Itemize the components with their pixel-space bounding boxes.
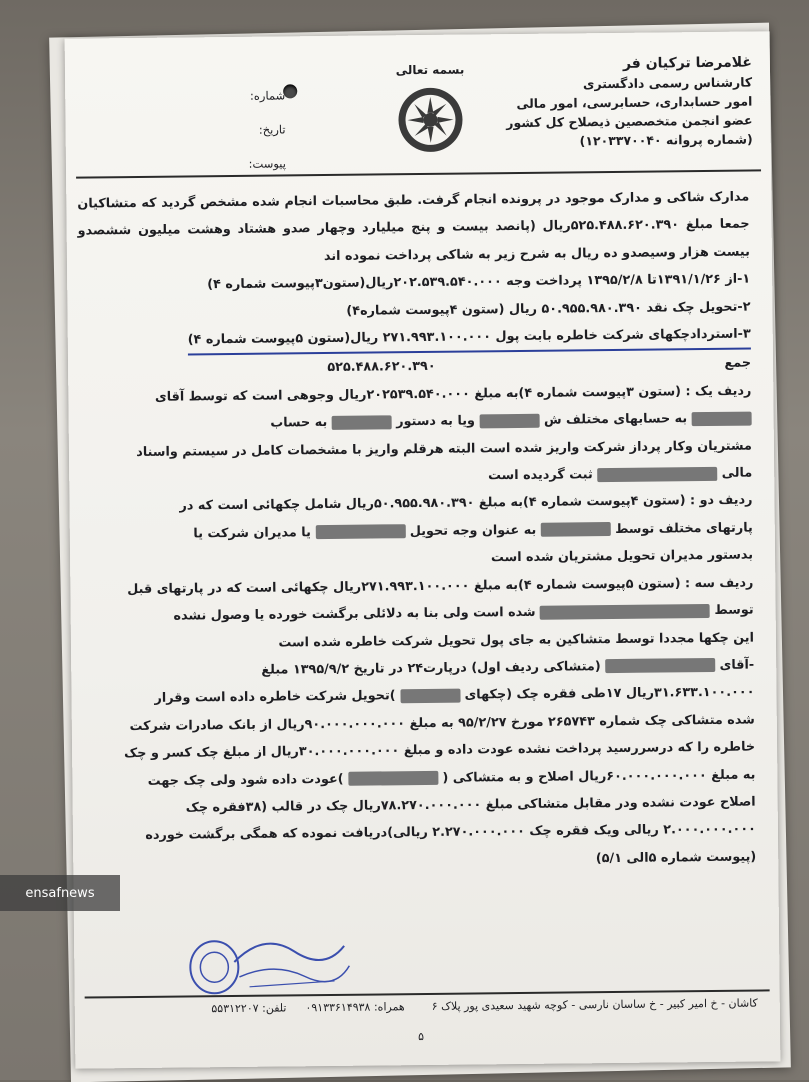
row-4-text-c: ۳۱.۶۳۳.۱۰۰.۰۰۰ریال ۱۷طی فقره چک (چکهای bbox=[464, 684, 755, 703]
row-4-text-h: )عودت داده شود ولی چک جهت bbox=[147, 771, 344, 789]
row-3-line-1: ردیف سه : (ستون ۵پیوست شماره ۴)به مبلغ ۲۷۱.۹۹۳.۱۰۰.۰۰۰ریال چکهائی است که در پارتهای قبل bbox=[127, 575, 754, 597]
author-specialty: امور حسابداری، حسابرسی، امور مالی bbox=[516, 93, 753, 111]
item-1: ۱-از ۱۳۹۱/۱/۲۶تا ۱۳۹۵/۲/۸ پرداخت وجه ۲۰۲.۵۳۹.۵۴۰.۰۰۰ریال(ستون۳پیوست شماره ۴) bbox=[207, 271, 751, 293]
row-4-line-7: ۲.۰۰۰.۰۰۰.۰۰۰ ریالی ویک فقره چک ۲.۲۷۰.۰۰۰.۰۰۰ ریالی)دریافت نموده که همگی برگشت خورده bbox=[145, 821, 757, 844]
redaction bbox=[605, 658, 715, 673]
row-3-line-3: این چکها مجددا توسط متشاکین به جای پول تحویل شرکت خاطره شده است bbox=[278, 630, 755, 651]
watermark-label: ensafnews bbox=[0, 875, 120, 911]
row-4-text-g: به مبلغ ۶۰.۰۰۰.۰۰۰.۰۰۰ریال اصلاح و به متشاکی ( bbox=[442, 767, 756, 786]
row-3-text-c: شده است ولی بنا به دلائلی برگشت خورده یا وصول نشده bbox=[173, 604, 536, 624]
row-1-text-d: به حساب bbox=[270, 415, 328, 431]
redaction bbox=[597, 466, 717, 481]
redaction bbox=[541, 522, 611, 537]
row-2-text-b: پارتهای مختلف توسط bbox=[615, 520, 753, 537]
bismillah: بسمه تعالی bbox=[395, 62, 465, 78]
total-label: جمع bbox=[724, 355, 752, 372]
letter-body bbox=[77, 184, 756, 878]
row-4-line-4: خاطره را که درسررسید پرداخت نشده عودت داده و مبلغ ۳۰.۰۰۰.۰۰۰.۰۰۰ریال از مبلغ چک کسر و چک bbox=[124, 739, 756, 762]
row-1-line-3: مشتریان وکار پرداز شرکت واریز شده است البته هرقلم واریز با مشخصات کامل در سیستم واسناد bbox=[136, 438, 753, 460]
item-2: ۲-تحویل چک نقد ۵۰.۹۵۵.۹۸۰.۳۹۰ ریال (ستون ۴پیوست شماره۴) bbox=[346, 299, 751, 319]
author-title: کارشناس رسمی دادگستری bbox=[582, 74, 753, 92]
date-field: تاریخ: bbox=[258, 122, 286, 137]
redaction bbox=[400, 688, 460, 703]
signature-stamp bbox=[154, 921, 355, 1003]
row-4-line-6: اصلاح عودت نشده ودر مقابل متشاکی مبلغ ۷۸.۲۷۰.۰۰۰.۰۰۰ریال چک در قالب (۳۸فقره چک bbox=[185, 794, 756, 816]
row-1-line-1: ردیف یک : (ستون ۳پیوست شماره ۴)به مبلغ ۲۰۲۵۳۹.۵۴۰.۰۰۰ریال وجوهی است که توسط آقای bbox=[154, 383, 752, 405]
document-page bbox=[65, 31, 781, 1068]
meta-fields bbox=[85, 78, 286, 182]
license-number: (شماره پروانه ۱۲۰۳۳۷۰۰۴۰) bbox=[579, 131, 753, 149]
row-4-text-b: (متشاکی ردیف اول) درپارت۲۴ در تاریخ ۱۳۹۵/۹/۲ مبلغ bbox=[261, 659, 601, 678]
row-4-text-a: -آقای bbox=[719, 657, 755, 673]
redaction bbox=[692, 411, 752, 426]
footer-phone: تلفن: ۵۵۳۱۲۲۰۷ bbox=[211, 1001, 287, 1016]
author-name: غلامرضا ترکیان فر bbox=[622, 54, 752, 72]
total-value: ۵۲۵.۴۸۸.۶۲۰.۳۹۰ bbox=[327, 359, 436, 376]
item-3: ۳-استردادچکهای شرکت خاطره بابت پول ۲۷۱.۹۹۳.۱۰۰.۰۰۰ ریال(ستون ۵پیوست شماره ۴) bbox=[188, 321, 751, 356]
row-1-text-c: ویا به دستور bbox=[396, 413, 476, 430]
row-1-text-g: ثبت گردیده است bbox=[487, 467, 593, 484]
page-number: ۵ bbox=[418, 1030, 425, 1044]
redaction bbox=[348, 771, 438, 786]
row-1-text-f: مالی bbox=[721, 465, 753, 481]
redaction bbox=[315, 525, 405, 540]
row-3-text-b: توسط bbox=[714, 602, 754, 619]
row-1-text-b: به حسابهای مختلف ش bbox=[543, 411, 688, 428]
header-center bbox=[375, 62, 486, 159]
row-2-text-c: به عنوان وجه تحویل bbox=[409, 522, 537, 540]
redaction bbox=[540, 604, 710, 620]
row-4-text-d: )تحویل شرکت خاطره داده است وقرار bbox=[154, 688, 396, 707]
attachment-field: پیوست: bbox=[248, 156, 287, 171]
redaction bbox=[479, 414, 539, 429]
footer-address: کاشان - خ امیر کبیر - خ ساسان نارسی - کوچه شهید سعیدی پور پلاک ۶ bbox=[431, 996, 758, 1013]
row-2-line-3: بدستور مدیران تحویل مشتریان شده است bbox=[490, 547, 754, 566]
emblem-icon bbox=[395, 85, 466, 156]
row-2-text-d: یا مدیران شرکت یا bbox=[193, 525, 311, 542]
author-membership: عضو انجمن متخصصین ذیصلاح کل کشور bbox=[506, 112, 753, 131]
footer-mobile: همراه: ۰۹۱۳۳۶۱۴۹۳۸ bbox=[305, 1000, 405, 1015]
number-field: شماره: bbox=[249, 88, 286, 103]
row-2-line-1: ردیف دو : (ستون ۴پیوست شماره ۴)به مبلغ ۵۰.۹۵۵.۹۸۰.۳۹۰ریال شامل چکهائی است که در bbox=[179, 493, 753, 515]
row-4-line-3: شده متشاکی چک شماره ۲۶۵۷۴۳ مورخ ۹۵/۲/۲۷ به مبلغ ۹۰.۰۰۰.۰۰۰.۰۰۰ریال از بانک صادرات شرکت bbox=[129, 712, 755, 734]
redaction bbox=[332, 415, 392, 430]
letterhead bbox=[492, 54, 753, 152]
row-4-line-8: (پیوست شماره ۵الی ۵/۱) bbox=[595, 849, 757, 866]
paragraph-intro: مدارک شاکی و مدارک موجود در پرونده انجام گرفت. طبق محاسبات انجام شده مشخص گردید که متشاکیان جمعا مبلغ ۵۲۵.۴۸۸.۶۲۰.۳۹۰ریال (پانصد بیست و پنج میلیارد وچهار صدو هشتاد وهشت میلیون ششصدو بیست هزار وسیصدو ده ریال به شرح زیر به شاکی پرداخت نموده اند bbox=[77, 189, 750, 264]
